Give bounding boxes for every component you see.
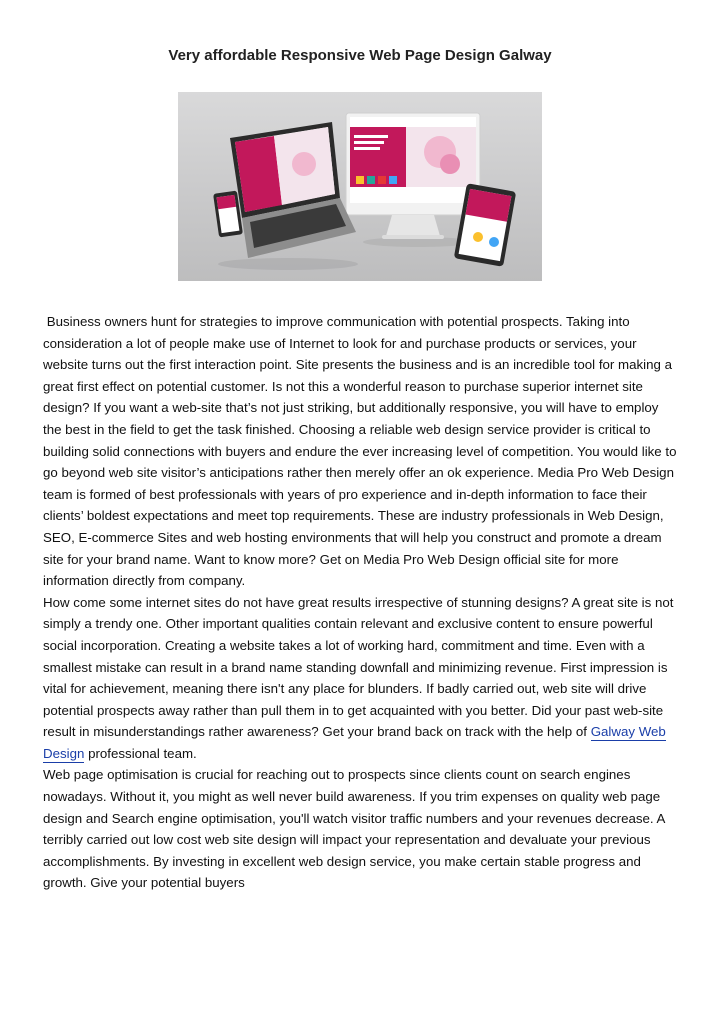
galway-web-design-link[interactable]: Galway Web Design	[43, 724, 666, 761]
phone-illustration	[213, 191, 243, 238]
paragraph-2	[43, 592, 679, 765]
responsive-devices-image	[178, 92, 542, 281]
laptop-illustration	[230, 122, 356, 258]
paragraph-1: Business owners hunt for strategies to improve communication with potential prospects. Taking into consideration a lot of people make use of Internet to look for and purchase products or services, your website turns out the first interaction point. Site presents the business and is an incredible tool for making a great first effect on potential customer. Is not this a wonderful reason to purchase superior internet site design? If you want a web-site that’s not just striking, but additionally responsive, you will have to employ the best in the field to get the task finished. Choosing a reliable web design service provider is critical to building solid connections with buyers and endure the ever increasing level of competition. You would like to go beyond web site visitor’s anticipations rather then merely offer an ok experience. Media Pro Web Design team is formed of best professionals with years of pro experience and in-depth information to face their clients’ boldest expectations and meet top requirements. These are industry professionals in Web Design, SEO, E-commerce Sites and web hosting environments that will help you construct and promote a dream site for your brand name. Want to know more? Get on Media Pro Web Design official site for more information directly from company.	[43, 314, 677, 589]
devices-illustration	[178, 92, 542, 281]
page-title: Very affordable Responsive Web Page Design Galway	[168, 47, 552, 64]
paragraph-3: Web page optimisation is crucial for reaching out to prospects since clients count on search engines nowadays. Without it, you might as well never build awareness. If you trim expenses on quality web page design and Search engine optimisation, you'll watch visitor traffic numbers and your revenues decrease. A terribly carried out low cost web site design will impact your representation and devaluate your previous accomplishments. By investing in excellent web design service, you make certain stable progress and growth. Give your potential buyers	[43, 767, 665, 891]
paragraph-2-text: How come some internet sites do not have great results irrespective of stunning designs? A great site is not simply a trendy one. Other important qualities contain relevant and exclusive content to ensure powerful social incorporation. Creating a website takes a lot of working hard, commitment and time. Even with a smallest mistake can result in a brand name standing downfall and minimizing revenue. First impression is vital for achievement, meaning there isn't any place for blunders. If badly carried out, web site will drive potential prospects away rather than pull them in to get acquainted with you better. Did your past web-site result in misunderstandings rather awareness? Get your brand back on track with the help of	[43, 594, 674, 740]
paragraph-2-tail: professional team.	[84, 745, 197, 761]
monitor-illustration	[346, 113, 480, 239]
article-body	[43, 311, 679, 894]
